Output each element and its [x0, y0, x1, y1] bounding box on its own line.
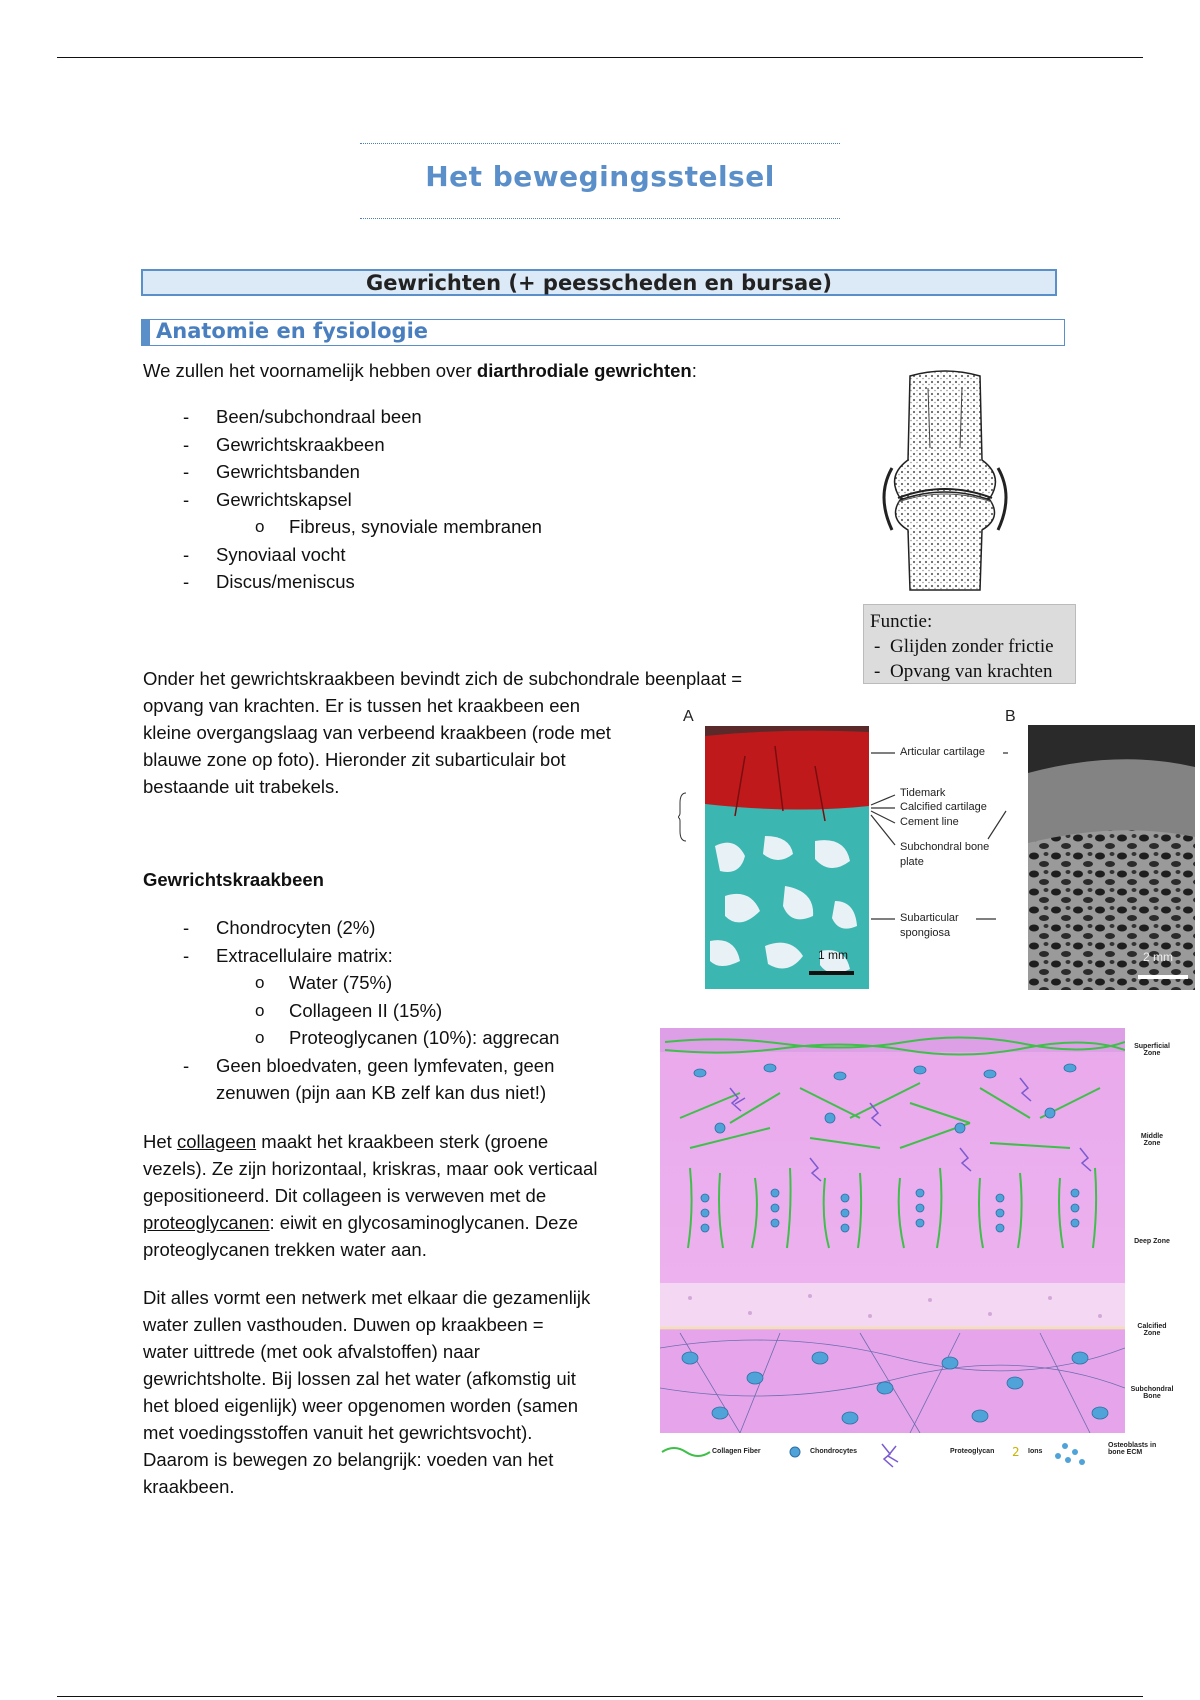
- footer-rule: [57, 1696, 1143, 1697]
- zone-label-middle: Middle Zone: [1140, 1133, 1164, 1147]
- zone-label-calcified: Calcified Zone: [1137, 1323, 1167, 1337]
- cartilage-list: [143, 914, 559, 1107]
- document-title: Het bewegingsstelsel: [425, 160, 775, 193]
- list-subitem: o Collageen II (15%): [143, 997, 559, 1025]
- intro-bold: diarthrodiale gewrichten: [476, 360, 692, 381]
- label-articular-cartilage: Articular cartilage: [900, 746, 985, 758]
- legend-ions: Ions: [1028, 1448, 1043, 1455]
- zones-illustration: [660, 1028, 1125, 1433]
- list-subitem: o Fibreus, synoviale membranen: [143, 513, 542, 541]
- joint-illustration: [870, 368, 1020, 592]
- cartilage-zones-figure: [660, 1028, 1174, 1488]
- scale-a: 1 mm: [818, 948, 848, 962]
- function-item: - Glijden zonder frictie: [870, 634, 1069, 659]
- list-item: - Discus/meniscus: [143, 568, 542, 596]
- list-item: - Geen bloedvaten, geen lymfevaten, geen: [143, 1052, 559, 1080]
- list-item-continuation: zenuwen (pijn aan KB zelf kan dus niet!): [216, 1082, 547, 1103]
- list-item: - Been/subchondraal been: [143, 403, 542, 431]
- function-box: [863, 604, 1076, 684]
- label-cement-line: Cement line: [900, 816, 959, 828]
- legend-osteoblasts: Osteoblasts in bone ECM: [1108, 1442, 1157, 1456]
- cartilage-heading: Gewrichtskraakbeen: [143, 869, 324, 890]
- proteoglycan-term: proteoglycanen: [143, 1212, 270, 1233]
- list-item: - Gewrichtskraakbeen: [143, 431, 542, 459]
- zones-legend-icons: [660, 1438, 1125, 1478]
- collagen-paragraph: Het collageen maakt het kraakbeen sterk (groene vezels). Ze zijn horizontaal, kriskras, maar ook verticaal gepositioneerd. Dit collageen is verweven met de proteoglycanen: eiwit en glycosaminoglycanen. Deze proteoglycanen trekken water aan.: [143, 1131, 598, 1260]
- joint-components-list: [143, 403, 542, 596]
- list-item: - Chondrocyten (2%): [143, 914, 559, 942]
- intro-paragraph: We zullen het voornamelijk hebben over diarthrodiale gewrichten:: [143, 360, 697, 381]
- collagen-term: collageen: [176, 1131, 257, 1152]
- panel-a-label: A: [683, 708, 694, 725]
- label-calcified-cartilage: Calcified cartilage: [900, 801, 987, 813]
- list-subitem: o Water (75%): [143, 969, 559, 997]
- zone-label-deep: Deep Zone: [1134, 1238, 1170, 1245]
- legend-collagen-fiber: Collagen Fiber: [712, 1448, 761, 1455]
- title-top-border: [360, 143, 840, 144]
- list-subitem: o Proteoglycanen (10%): aggrecan: [143, 1024, 559, 1052]
- zone-label-subchondral: Subchondral Bone: [1130, 1386, 1174, 1400]
- label-subchondral-plate: Subchondral bone: [900, 841, 990, 853]
- label-tidemark: Tidemark: [900, 787, 946, 799]
- list-item: - Extracellulaire matrix:: [143, 942, 559, 970]
- legend-proteoglycan: Proteoglycan: [950, 1448, 995, 1455]
- network-paragraph: Dit alles vormt een netwerk met elkaar die gezamenlijk water zullen vasthouden. Duwen op kraakbeen = water uittrede (met ook afvalstoffen) naar gewrichtsholte. Bij lossen zal het water (afkomstig uit het bloed eigenlijk) weer opgenomen worden (samen met voedingsstoffen vanuit het gewrichtsvocht). Daarom is bewegen zo belangrijk: voeden van het kraakbeen.: [143, 1287, 591, 1497]
- function-box-title: Functie:: [870, 611, 933, 632]
- zone-label-superficial: Superficial Zone: [1134, 1043, 1170, 1057]
- panel-b-label: B: [1005, 708, 1016, 725]
- label-subarticular-2: spongiosa: [900, 927, 951, 939]
- svg-text:2: 2: [1012, 1445, 1020, 1459]
- subchondral-paragraph: Onder het gewrichtskraakbeen bevindt zich de subchondrale beenplaat = opvang van krachten. Er is tussen het kraakbeen een kleine overgangslaag van verbeend kraakbeen (rode met blauwe zone op foto). Hieronder zit subarticulair bot bestaande uit trabekels.: [143, 668, 743, 797]
- label-subarticular: Subarticular: [900, 912, 959, 924]
- scale-b: 2 mm: [1143, 950, 1173, 964]
- header-rule: [57, 57, 1143, 58]
- label-subchondral-plate-2: plate: [900, 856, 924, 868]
- legend-chondrocytes: Chondrocytes: [810, 1448, 858, 1455]
- chapter-banner: Gewrichten (+ peesscheden en bursae): [141, 269, 1057, 296]
- list-item: - Gewrichtsbanden: [143, 458, 542, 486]
- title-bottom-border: [360, 218, 840, 219]
- section-heading: Anatomie en fysiologie: [141, 319, 1065, 346]
- histology-figure: [678, 705, 1198, 990]
- list-item: - Gewrichtskapsel: [143, 486, 542, 514]
- function-item: - Opvang van krachten: [870, 659, 1069, 684]
- list-item: - Synoviaal vocht: [143, 541, 542, 569]
